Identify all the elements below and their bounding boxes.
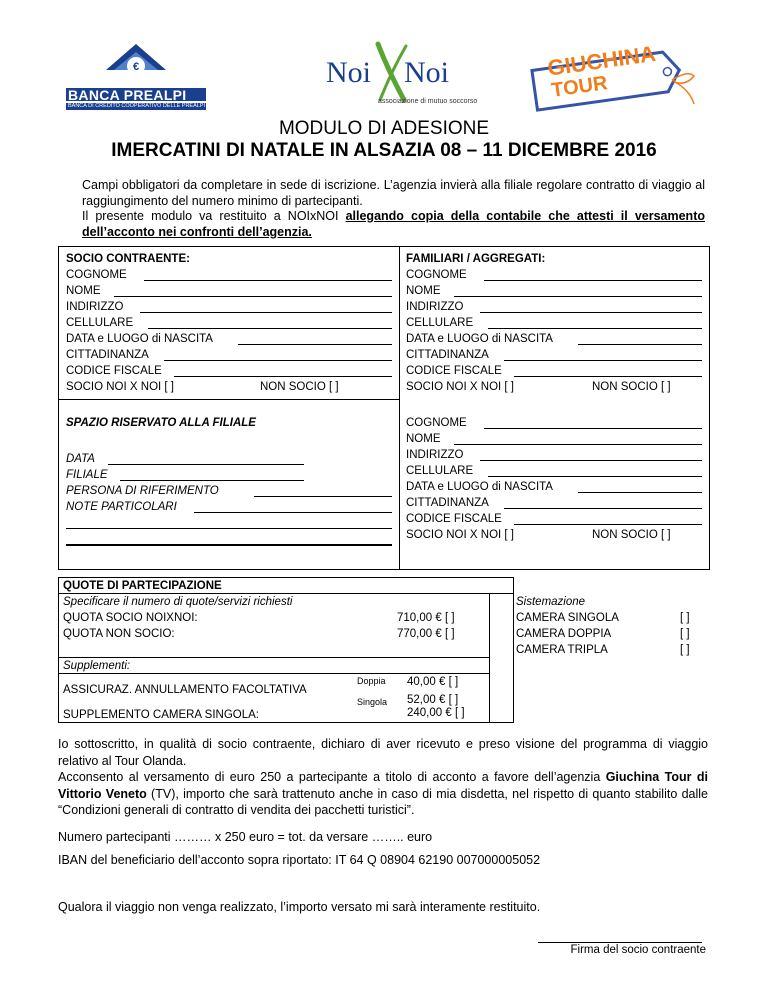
familiari2-field-cellulare[interactable] bbox=[406, 463, 702, 479]
familiari2-checkbox-socio[interactable]: SOCIO NOI X NOI [ ] bbox=[406, 529, 514, 541]
field-label: CODICE FISCALE bbox=[406, 365, 502, 377]
camera-singola-label: CAMERA SINGOLA bbox=[516, 612, 619, 624]
quota-nonsocio-label: QUOTA NON SOCIO: bbox=[63, 628, 175, 640]
singola-price[interactable]: 52,00 € [ ] bbox=[407, 694, 459, 706]
intro-line-2: Il presente modulo va restituito a NOIxNOI bbox=[82, 209, 346, 223]
quote-heading: QUOTE DI PARTECIPAZIONE bbox=[63, 580, 222, 592]
field-label: FILIALE bbox=[66, 469, 108, 481]
table-divider-horizontal bbox=[59, 399, 399, 400]
camera-doppia-label: CAMERA DOPPIA bbox=[516, 628, 612, 640]
familiari-field-cittadinanza[interactable] bbox=[406, 347, 702, 363]
form-subtitle: IMERCATINI DI NATALE IN ALSAZIA 08 – 11 DICEMBRE 2016 bbox=[111, 140, 657, 161]
camera-singola-box[interactable]: [ ] bbox=[680, 612, 690, 624]
tour-text: TOUR bbox=[550, 72, 609, 102]
field-label: CELLULARE bbox=[66, 317, 134, 329]
banca-logo-name: BANCA PREALPI bbox=[68, 87, 187, 103]
camera-tripla-box[interactable]: [ ] bbox=[680, 644, 690, 656]
singola-label: Singola bbox=[357, 697, 388, 707]
familiari-field-nome[interactable] bbox=[406, 283, 702, 299]
socio-field-cellulare[interactable] bbox=[66, 315, 392, 331]
field-label: INDIRIZZO bbox=[406, 449, 464, 461]
quota-nonsocio-price[interactable]: 770,00 € [ ] bbox=[397, 628, 455, 640]
quota-socio-label: QUOTA SOCIO NOIXNOI: bbox=[63, 612, 198, 624]
field-label: NOME bbox=[406, 285, 441, 297]
familiari2-checkbox-non-socio[interactable]: NON SOCIO [ ] bbox=[592, 529, 671, 541]
field-label: COGNOME bbox=[406, 269, 467, 281]
familiari-field-indirizzo[interactable] bbox=[406, 299, 702, 315]
declaration-paragraph: Io sottoscritto, in qualità di socio contraente, dichiaro di aver ricevuto e preso visione del programma di viaggio relativo al Tour Olanda. bbox=[58, 737, 708, 768]
sistemazione-heading: Sistemazione bbox=[516, 596, 586, 608]
noi-tagline: associazione di mutuo soccorso bbox=[378, 98, 478, 105]
field-label: NOME bbox=[66, 285, 101, 297]
filiale-heading: SPAZIO RISERVATO ALLA FILIALE bbox=[66, 417, 256, 429]
familiari2-field-codice-fiscale[interactable] bbox=[406, 511, 702, 527]
agency-name: Giuchina Tour di Vittorio Veneto bbox=[58, 770, 708, 801]
supplementi-label: Supplementi: bbox=[63, 660, 131, 672]
socio-field-indirizzo[interactable] bbox=[66, 299, 392, 315]
familiari-heading: FAMILIARI / AGGREGATI: bbox=[406, 253, 546, 265]
familiari-field-cellulare[interactable] bbox=[406, 315, 702, 331]
noi-left-text: Noi bbox=[326, 56, 371, 89]
svg-text:€: € bbox=[132, 61, 140, 73]
socio-heading: SOCIO CONTRAENTE: bbox=[66, 253, 190, 265]
socio-field-nascita[interactable] bbox=[66, 331, 392, 347]
field-label: DATA e LUOGO di NASCITA bbox=[406, 333, 553, 345]
familiari-field-nascita[interactable] bbox=[406, 331, 702, 347]
registration-form-table bbox=[58, 246, 710, 570]
field-label: INDIRIZZO bbox=[66, 301, 124, 313]
acconto-text-end: (TV), importo che sarà trattenuto anche in caso di mia disdetta, nel rispetto di quanto stabilito dalle “Condizioni generali di contratto di vendita dei pacchetti turistici”. bbox=[58, 786, 708, 817]
familiari-field-codice-fiscale[interactable] bbox=[406, 363, 702, 379]
socio-field-cittadinanza[interactable] bbox=[66, 347, 392, 363]
field-label: DATA e LUOGO di NASCITA bbox=[406, 481, 553, 493]
giuchina-tour-logo bbox=[528, 40, 698, 112]
supplemento-price[interactable]: 240,00 € [ ] bbox=[407, 707, 465, 719]
giuchina-text: GIUCHINA bbox=[546, 40, 658, 81]
quote-table bbox=[58, 577, 514, 723]
field-label: INDIRIZZO bbox=[406, 301, 464, 313]
socio-checkbox-non-socio[interactable]: NON SOCIO [ ] bbox=[260, 381, 339, 393]
participants-line: Numero partecipanti ……… x 250 euro = tot. da versare …….. euro bbox=[58, 830, 433, 844]
socio-field-codice-fiscale[interactable] bbox=[66, 363, 392, 379]
banca-logo-tagline: BANCA DI CREDITO COOPERATIVO DELLE PREALPI bbox=[68, 103, 206, 109]
acconto-paragraph bbox=[58, 769, 708, 819]
noixnoi-logo bbox=[320, 40, 478, 108]
socio-checkbox-socio[interactable]: SOCIO NOI X NOI [ ] bbox=[66, 381, 174, 393]
familiari2-field-indirizzo[interactable] bbox=[406, 447, 702, 463]
field-label: COGNOME bbox=[66, 269, 127, 281]
field-label: COGNOME bbox=[406, 417, 467, 429]
intro-text bbox=[82, 178, 705, 240]
familiari-field-cognome[interactable] bbox=[406, 267, 702, 283]
field-label: CITTADINANZA bbox=[406, 497, 489, 509]
field-label: CELLULARE bbox=[406, 317, 474, 329]
socio-field-nome[interactable] bbox=[66, 283, 392, 299]
familiari2-field-nascita[interactable] bbox=[406, 479, 702, 495]
refund-line: Qualora il viaggio non venga realizzato, l’importo versato mi sarà interamente restituito. bbox=[58, 900, 541, 914]
acconto-text-start: Acconsento al versamento di euro 250 a partecipante a titolo di acconto a favore dell’agenzia bbox=[58, 770, 606, 784]
quota-socio-price[interactable]: 710,00 € [ ] bbox=[397, 612, 455, 624]
intro-line-1: Campi obbligatori da completare in sede di iscrizione. L’agenzia invierà alla filiale regolare contratto di viaggio al raggiungimento del numero minimo di partecipanti. bbox=[82, 178, 705, 208]
field-label: NOME bbox=[406, 433, 441, 445]
intro-underlined: allegando copia della contabile che attesti il versamento dell’acconto nei confronti dell’agenzia. bbox=[82, 209, 705, 239]
assicurazione-label: ASSICURAZ. ANNULLAMENTO FACOLTATIVA bbox=[63, 684, 307, 696]
iban-line: IBAN del beneficiario dell’acconto sopra riportato: IT 64 Q 08904 62190 007000005052 bbox=[58, 853, 541, 867]
field-label: PERSONA DI RIFERIMENTO bbox=[66, 485, 219, 497]
filiale-field-persona[interactable] bbox=[66, 483, 392, 499]
familiari2-field-cognome[interactable] bbox=[406, 415, 702, 431]
filiale-field-data[interactable] bbox=[66, 451, 304, 467]
camera-doppia-box[interactable]: [ ] bbox=[680, 628, 690, 640]
field-label: CODICE FISCALE bbox=[66, 365, 162, 377]
supplemento-label: SUPPLEMENTO CAMERA SINGOLA: bbox=[63, 709, 259, 721]
field-label: CELLULARE bbox=[406, 465, 474, 477]
field-label: CITTADINANZA bbox=[406, 349, 489, 361]
field-label: CODICE FISCALE bbox=[406, 513, 502, 525]
filiale-note-line-1[interactable] bbox=[66, 515, 392, 531]
filiale-note-line-2[interactable] bbox=[66, 531, 392, 547]
quote-note: Specificare il numero di quote/servizi richiesti bbox=[63, 596, 293, 608]
field-label: NOTE PARTICOLARI bbox=[66, 501, 177, 513]
familiari-checkbox-socio[interactable]: SOCIO NOI X NOI [ ] bbox=[406, 381, 514, 393]
form-title: MODULO DI ADESIONE bbox=[278, 118, 490, 139]
table-divider-vertical bbox=[399, 247, 400, 569]
familiari2-field-nome[interactable] bbox=[406, 431, 702, 447]
filiale-field-note[interactable] bbox=[66, 499, 392, 515]
filiale-field-filiale[interactable] bbox=[66, 467, 304, 483]
familiari2-field-cittadinanza[interactable] bbox=[406, 495, 702, 511]
noi-right-text: Noi bbox=[404, 56, 449, 89]
field-label: DATA e LUOGO di NASCITA bbox=[66, 333, 213, 345]
field-label: CITTADINANZA bbox=[66, 349, 149, 361]
signature-line[interactable] bbox=[538, 942, 702, 943]
doppia-price[interactable]: 40,00 € [ ] bbox=[407, 676, 459, 688]
doppia-label: Doppia bbox=[357, 676, 386, 686]
familiari-checkbox-non-socio[interactable]: NON SOCIO [ ] bbox=[592, 381, 671, 393]
quote-line bbox=[489, 593, 490, 722]
banca-prealpi-logo bbox=[66, 42, 206, 114]
camera-tripla-label: CAMERA TRIPLA bbox=[516, 644, 608, 656]
signature-label: Firma del socio contraente bbox=[570, 944, 706, 956]
socio-field-cognome[interactable] bbox=[66, 267, 392, 283]
field-label: DATA bbox=[66, 453, 95, 465]
